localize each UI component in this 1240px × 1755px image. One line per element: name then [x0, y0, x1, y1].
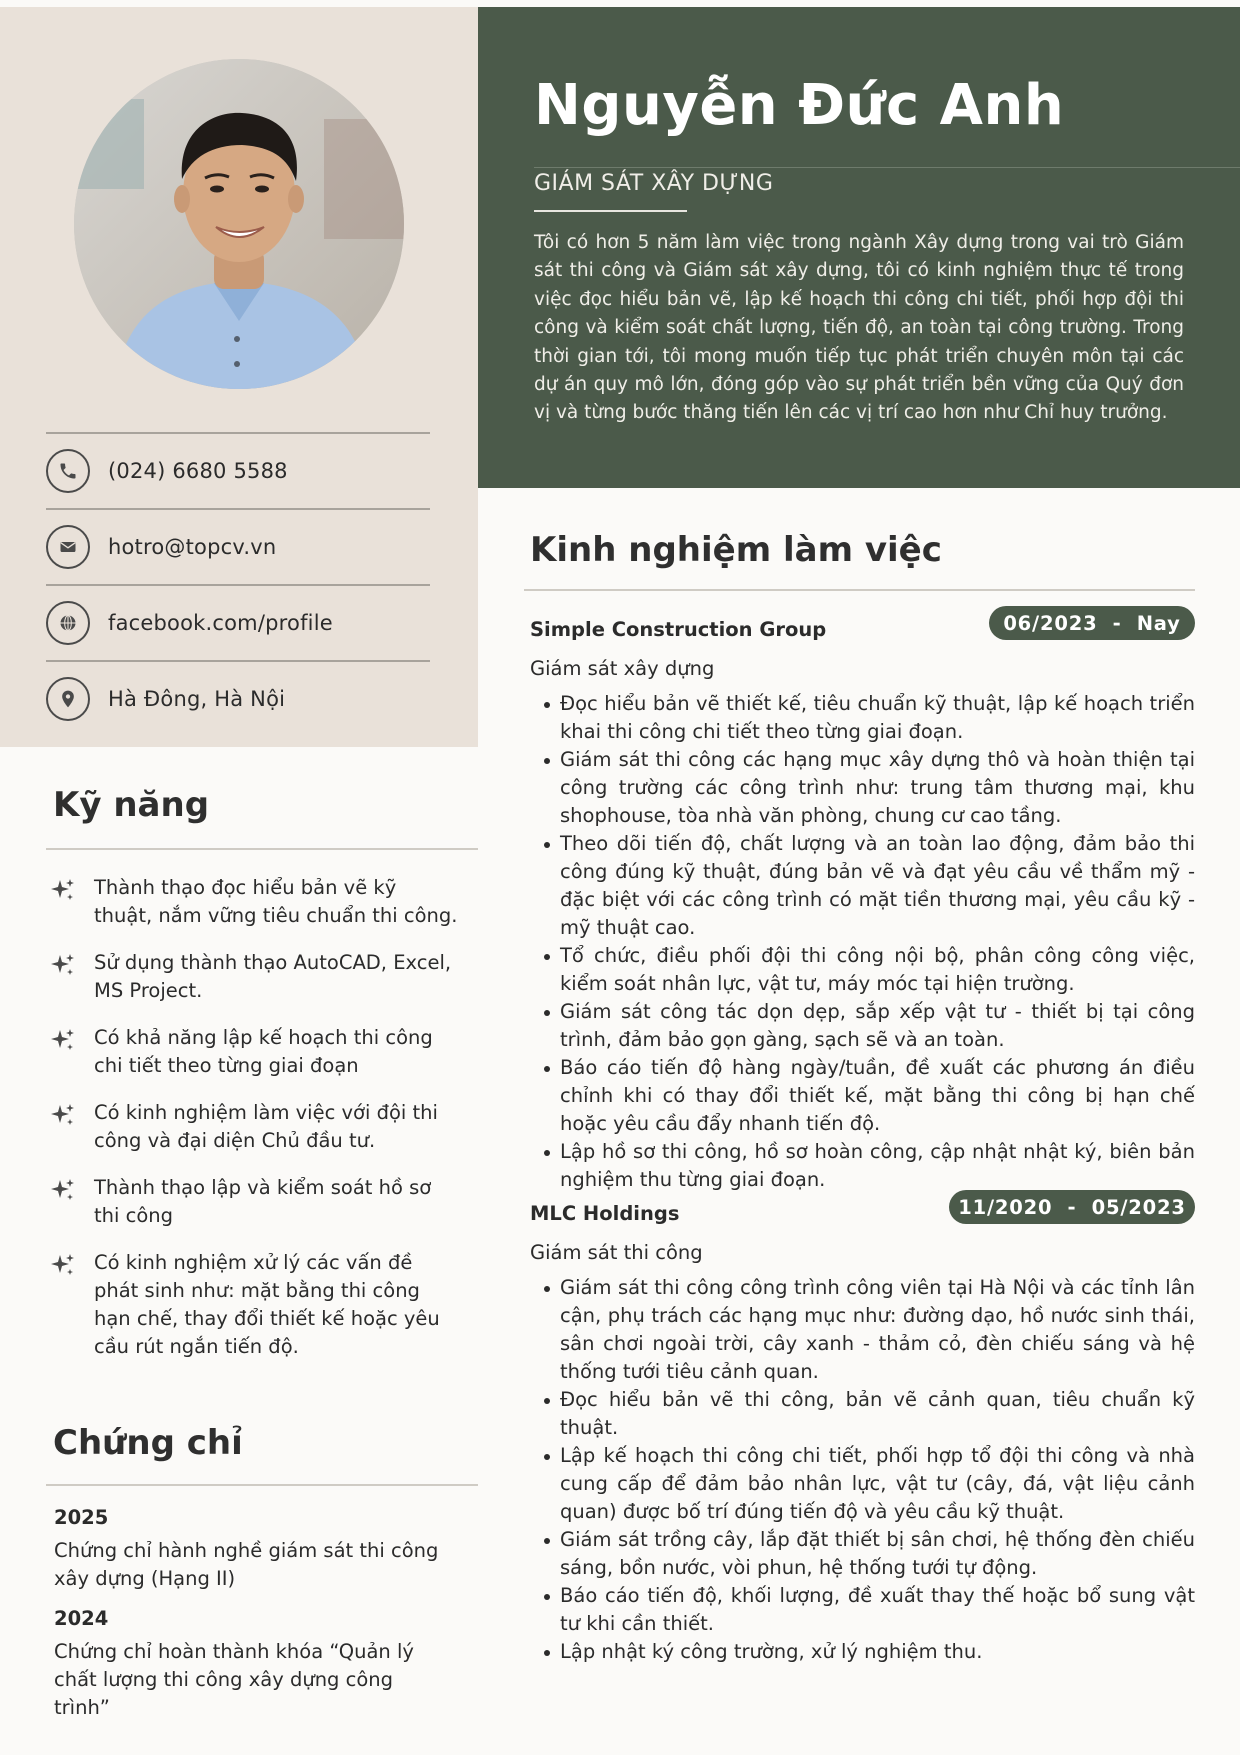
duty-item: Đọc hiểu bản vẽ thi công, bản vẽ cảnh quan, tiêu chuẩn kỹ thuật.: [530, 1386, 1195, 1442]
job-duties: [530, 1274, 1195, 1666]
experience-divider: [524, 589, 1195, 591]
avatar-photo: [74, 59, 404, 389]
skill-item: [50, 874, 460, 931]
contact-website: [46, 584, 430, 660]
duty-item: Giám sát thi công công trình công viên tại Hà Nội và các tỉnh lân cận, phụ trách các hạng mục như: đường dạo, hồ nước sinh thái, sân chơi ngoài trời, cây xanh - thảm cỏ, đèn chiếu sáng và hệ thống tưới tiêu cảnh quan.: [530, 1274, 1195, 1386]
certificate-name: Chứng chỉ hành nghề giám sát thi công xây dựng (Hạng II): [54, 1539, 439, 1590]
job-role: Giám sát xây dựng: [530, 657, 715, 680]
globe-icon: [46, 601, 90, 645]
skill-text: Thành thạo đọc hiểu bản vẽ kỹ thuật, nắm vững tiêu chuẩn thi công.: [94, 876, 458, 927]
skill-text: Có khả năng lập kế hoạch thi công chi tiết theo từng giai đoạn: [94, 1026, 433, 1077]
profile-panel: [0, 7, 478, 747]
sparkle-icon: [50, 952, 76, 978]
location-icon: [46, 677, 90, 721]
skills-list: [50, 874, 460, 1379]
sparkle-icon: [50, 1177, 76, 1203]
skill-item: [50, 1249, 460, 1361]
duty-item: Báo cáo tiến độ hàng ngày/tuần, đề xuất các phương án điều chỉnh khi có thay đổi thiết kế, mặt bằng thi công bị hạn chế hoặc yêu cầu đẩy nhanh tiến độ.: [530, 1054, 1195, 1138]
duty-item: Lập hồ sơ thi công, hồ sơ hoàn công, cập nhật nhật ký, biên bản nghiệm thu từng giai đoạn.: [530, 1138, 1195, 1194]
duty-item: Lập nhật ký công trường, xử lý nghiệm thu.: [530, 1638, 1195, 1666]
job-duties: [530, 690, 1195, 1194]
header-divider: [534, 167, 1240, 168]
duty-item: Đọc hiểu bản vẽ thiết kế, tiêu chuẩn kỹ thuật, lập kế hoạch triển khai thi công chi tiết theo từng giai đoạn.: [530, 690, 1195, 746]
contact-location-text: Hà Đông, Hà Nội: [108, 687, 286, 711]
job-role: Giám sát thi công: [530, 1241, 703, 1264]
avatar: [74, 59, 404, 389]
skill-item: [50, 1099, 460, 1156]
header-panel: [478, 7, 1240, 488]
contact-phone: [46, 432, 430, 508]
certificates-heading: Chứng chỉ: [53, 1423, 243, 1463]
certificate-year: 2024: [54, 1607, 109, 1630]
title-underline: [534, 210, 687, 212]
duty-item: Giám sát trồng cây, lắp đặt thiết bị sân chơi, hệ thống đèn chiếu sáng, bồn nước, vòi phun, hệ thống tưới tự động.: [530, 1526, 1195, 1582]
contact-location: [46, 660, 430, 736]
contact-email: [46, 508, 430, 584]
candidate-name: Nguyễn Đức Anh: [534, 73, 1065, 138]
duty-item: Lập kế hoạch thi công chi tiết, phối hợp tổ đội thi công và nhà cung cấp để đảm bảo nhân lực, vật tư (cây, đá, vật liệu cảnh quan) được bố trí đúng tiến độ và yêu cầu kỹ thuật.: [530, 1442, 1195, 1526]
phone-icon: [46, 449, 90, 493]
certificate-year: 2025: [54, 1506, 109, 1529]
certificates-list: [54, 1506, 454, 1736]
certificates-divider: [46, 1484, 478, 1486]
sparkle-icon: [50, 877, 76, 903]
skill-item: [50, 1024, 460, 1081]
job-company: Simple Construction Group: [530, 618, 827, 641]
skills-divider: [46, 848, 478, 850]
skill-text: Thành thạo lập và kiểm soát hồ sơ thi công: [94, 1176, 432, 1227]
skills-heading: Kỹ năng: [53, 785, 210, 825]
skill-item: [50, 949, 460, 1006]
duty-item: Báo cáo tiến độ, khối lượng, đề xuất thay thế hoặc bổ sung vật tư khi cần thiết.: [530, 1582, 1195, 1638]
contact-email-text: hotro@topcv.vn: [108, 535, 277, 559]
duty-item: Giám sát công tác dọn dẹp, sắp xếp vật tư - thiết bị tại công trình, đảm bảo gọn gàng, sạch sẽ và an toàn.: [530, 998, 1195, 1054]
skill-text: Có kinh nghiệm xử lý các vấn đề phát sinh như: mặt bằng thi công hạn chế, thay đổi thiết kế hoặc yêu cầu rút ngắn tiến độ.: [94, 1251, 440, 1358]
skill-item: [50, 1174, 460, 1231]
job-title: GIÁM SÁT XÂY DỰNG: [534, 171, 774, 196]
duty-item: Giám sát thi công các hạng mục xây dựng thô và hoàn thiện tại công trường các công trình như: trung tâm thương mại, khu shophouse, tòa nhà văn phòng, chung cư cao tầng.: [530, 746, 1195, 830]
contact-phone-text: (024) 6680 5588: [108, 459, 288, 483]
sparkle-icon: [50, 1252, 76, 1278]
job-period-badge: 11/2020 - 05/2023: [949, 1190, 1195, 1224]
skill-text: Có kinh nghiệm làm việc với đội thi công và đại diện Chủ đầu tư.: [94, 1101, 438, 1152]
career-summary: Tôi có hơn 5 năm làm việc trong ngành Xây dựng trong vai trò Giám sát thi công và Giám sát xây dựng, tôi có kinh nghiệm thực tế trong việc đọc hiểu bản vẽ, lập kế hoạch thi công chi tiết, phối hợp đội thi công và kiểm soát chất lượng, tiến độ, an toàn tại công trường. Trong thời gian tới, tôi mong muốn tiếp tục phát triển chuyên môn tại các dự án quy mô lớn, đóng góp vào sự phát triển bền vững của Quý đơn vị và từng bước thăng tiến lên các vị trí cao hơn như Chỉ huy trưởng.: [534, 232, 1184, 424]
job-company: MLC Holdings: [530, 1202, 680, 1225]
contact-website-text: facebook.com/profile: [108, 611, 333, 635]
duty-item: Theo dõi tiến độ, chất lượng và an toàn lao động, đảm bảo thi công đúng kỹ thuật, đúng bản vẽ và đạt yêu cầu về thẩm mỹ - đặc biệt với các công trình có mặt tiền thương mại, yêu cầu kỹ - mỹ thuật cao.: [530, 830, 1195, 942]
job-period-badge: 06/2023 - Nay: [989, 606, 1195, 640]
certificate-name: Chứng chỉ hoàn thành khóa “Quản lý chất lượng thi công xây dựng công trình”: [54, 1640, 414, 1719]
contact-list: [46, 432, 430, 736]
experience-heading: Kinh nghiệm làm việc: [530, 530, 942, 570]
email-icon: [46, 525, 90, 569]
sparkle-icon: [50, 1027, 76, 1053]
duty-item: Tổ chức, điều phối đội thi công nội bộ, phân công công việc, kiểm soát nhân lực, vật tư, máy móc tại hiện trường.: [530, 942, 1195, 998]
sparkle-icon: [50, 1102, 76, 1128]
job-entry: [530, 611, 1195, 1194]
job-entry: [530, 1195, 1195, 1666]
skill-text: Sử dụng thành thạo AutoCAD, Excel, MS Project.: [94, 951, 452, 1002]
